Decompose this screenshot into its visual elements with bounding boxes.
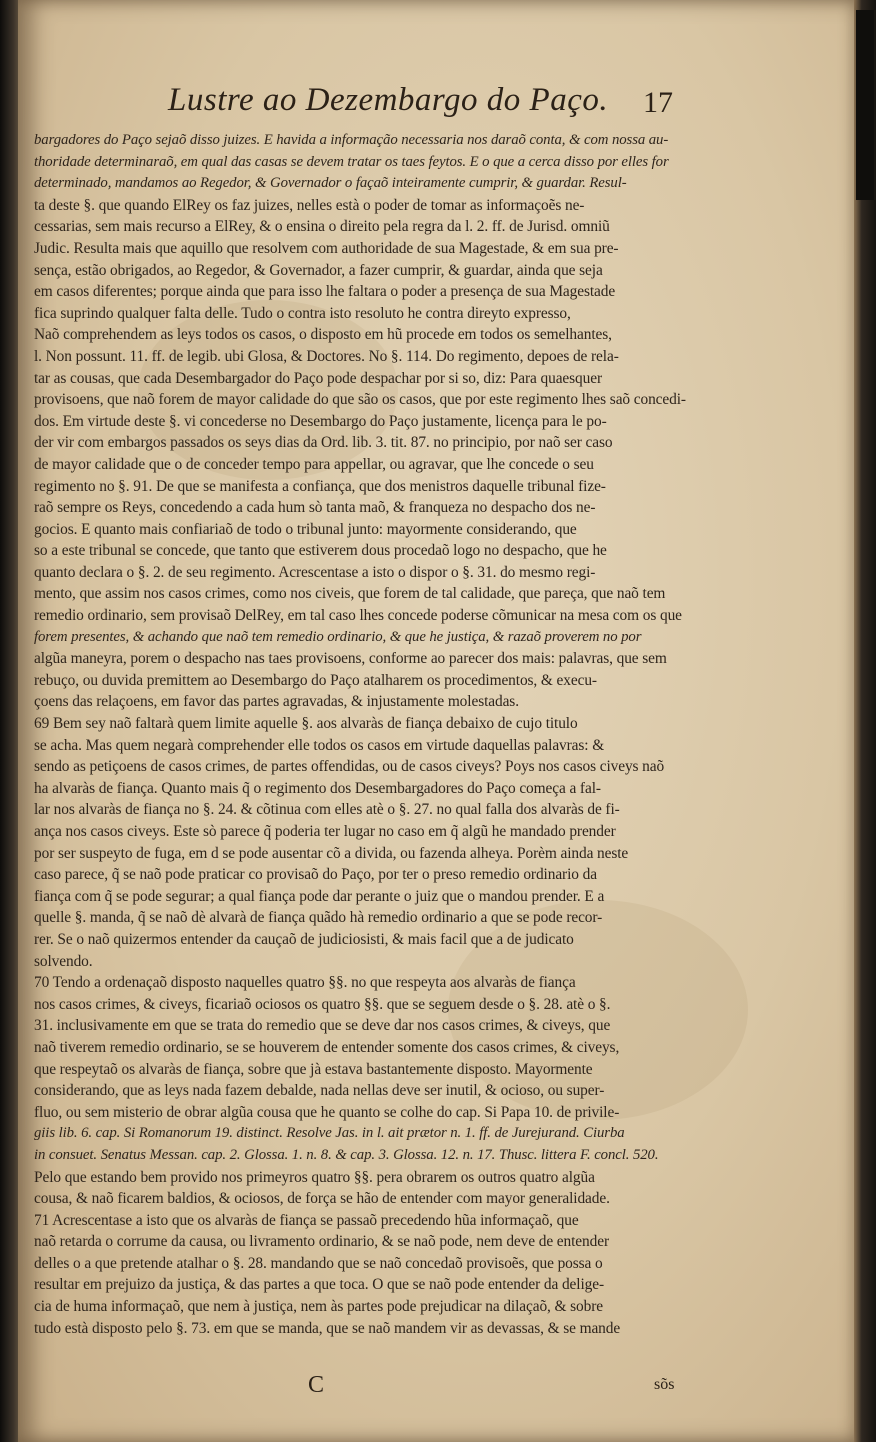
- text-line: regimento no §. 91. De que se manifesta a confiança, que dos menistros daquelle tribunal fize-: [34, 477, 606, 495]
- text-line: fluo, ou sem misterio de obrar algũa cousa que he quanto se colhe do cap. Si Papa 10. de privile-: [34, 1103, 620, 1121]
- text-line: cousa, & naõ ficarem baldios, & ociosos, de força se hão de entender com mayor generalidade.: [34, 1190, 610, 1208]
- text-line: 71 Acrescentase a isto que os alvaràs de fiança se passaõ precedendo hũa informaçaõ, que: [34, 1211, 579, 1229]
- text-line: resultar em prejuizo da justiça, & das partes a que toca. O que se naõ pode entender da delige-: [34, 1276, 604, 1294]
- text-line: ta deste §. que quando ElRey os faz juizes, nelles està o poder de tomar as informaçoẽs ne-: [34, 196, 585, 214]
- text-line: naõ retarda o corrume da causa, ou livramento ordinario, & se naõ pode, nem deve de entender: [34, 1233, 609, 1251]
- text-line: caso parece, q̃ se naõ pode praticar co provisaõ do Paço, por ter o preso remedio ordinario da: [34, 866, 597, 884]
- text-line: tudo està disposto pelo §. 73. em que se manda, que se naõ mandem vir as devassas, & se mande: [34, 1319, 621, 1337]
- text-line: der vir com embargos passados os seys dias da Ord. lib. 3. tit. 87. no principio, por naõ ser caso: [34, 434, 613, 452]
- text-line: sença, estão obrigados, ao Regedor, & Governador, a fazer cumprir, & guardar, ainda que seja: [34, 261, 603, 279]
- text-line: çoens das relaçoens, em favor das partes agravadas, & injustamente molestadas.: [34, 693, 519, 711]
- text-line: lar nos alvaràs de fiança no §. 24. & cõtinua com elles atè o §. 27. no qual falla dos alvaràs de fi-: [34, 801, 620, 819]
- text-line: 70 Tendo a ordenaçaõ disposto naquelles quatro §§. no que respeyta aos alvaràs de fiança: [34, 974, 576, 992]
- text-line: em casos diferentes; porque ainda que para isso lhe faltara o poder a presença de sua Magestade: [34, 283, 616, 301]
- text-line: Naõ comprehendem as leys todos os casos, o disposto em hũ procede em todos os semelhantes,: [34, 326, 612, 344]
- scan-shadow: [856, 10, 874, 200]
- text-line: thoridade determinaraõ, em qual das casas se devem tratar os taes feytos. E o que a cerca disso por elles for: [34, 153, 669, 170]
- text-line: forem presentes, & achando que naõ tem remedio ordinario, & que he justiça, & razaõ proverem no por: [34, 628, 642, 645]
- page-number: 17: [643, 86, 673, 119]
- catchword: sõs: [654, 1376, 675, 1393]
- page-footer: [18, 1372, 856, 1402]
- text-line: fiança com q̃ se pode segurar; a qual fiança pode dar perante o juiz que o mandou prender. E a: [34, 887, 605, 905]
- right-page-edge: [854, 0, 876, 1442]
- text-line: por ser suspeyto de fuga, em d se pode ausentar cõ a divida, ou fazenda alheya. Porèm ainda neste: [34, 844, 629, 862]
- text-line: so a este tribunal se concede, que tanto que estiverem dous procedaõ logo no despacho, que he: [34, 542, 607, 560]
- text-line: raõ sempre os Reys, concedendo a cada hum sò tanta maõ, & franqueza no despacho dos ne-: [34, 499, 596, 517]
- page-header: [18, 82, 856, 128]
- text-line: ança nos casos civeys. Este sò parece q̃ poderia ter lugar no caso em q̃ algũ he mandado prender: [34, 823, 616, 840]
- text-line: se acha. Mas quem negarà comprehender elle todos os casos em virtude daquellas palavras: &: [34, 736, 605, 754]
- text-line: giis lib. 6. cap. Si Romanorum 19. distinct. Resolve Jas. in l. ait prætor n. 1. ff. de Jurejurand. Ciurba: [34, 1125, 625, 1142]
- text-line: delles o a que pretende atalhar o §. 28. mandando que se naõ concedaõ provisoẽs, que possa o: [34, 1254, 603, 1272]
- text-line: naõ tiverem remedio ordinario, se se houverem de entender somente dos casos crimes, & civeys,: [34, 1038, 620, 1056]
- text-line: cessarias, sem mais recurso a ElRey, & o ensina o direito pela regra da l. 2. ff. de Jurisd. omniũ: [34, 218, 610, 236]
- text-line: Pelo que estando bem provido nos primeyros quatro §§. pera obrarem os outros quatro algũa: [34, 1168, 595, 1186]
- text-line: de mayor calidade que o de conceder tempo para appellar, ou agravar, que lhe concede o seu: [34, 455, 594, 473]
- text-line: solvendo.: [34, 952, 93, 970]
- text-line: cia de huma informaçaõ, que nem à justiça, nem às partes pode prejudicar na dilaçaõ, & sobre: [34, 1298, 604, 1316]
- text-line: 31. inclusivamente em que se trata do remedio que se deve dar nos casos crimes, & civeys, que: [34, 1017, 611, 1035]
- text-line: remedio ordinario, sem provisaõ DelRey, em tal caso lhes concede poderse cõmunicar na mesa com os que: [34, 607, 682, 625]
- signature-mark: C: [308, 1372, 325, 1398]
- text-line: mento, que assim nos casos crimes, como nos civeis, que forem de tal calidade, que pareça, que naõ tem: [34, 585, 666, 603]
- text-line: rer. Se o naõ quizermos entender da cauçaõ de judiciosisti, & mais facil que a de judicato: [34, 930, 574, 948]
- running-title: Lustre ao Dezembargo do Paço.: [168, 82, 609, 118]
- text-line: que respeytaõ os alvaràs de fiança, sobre que jà estava bastantemente disposto. Mayormente: [34, 1060, 593, 1078]
- text-line: fica suprindo qualquer falta delle. Tudo o contra isto resoluto he contra direyto expresso,: [34, 304, 571, 322]
- text-line: algũa maneyra, porem o despacho nas taes provisoens, conforme ao parecer dos mais: palavras, que sem: [34, 650, 667, 668]
- text-line: l. Non possunt. 11. ff. de legib. ubi Glosa, & Doctores. No §. 114. Do regimento, depoes de rela-: [34, 347, 619, 365]
- text-line: sendo as petiçoens de casos crimes, de partes offendidas, ou de casos civeys? Poys nos casos civeys naõ: [34, 758, 665, 776]
- text-line: quanto declara o §. 2. de seu regimento. Acrescentase a isto o dispor o §. 31. do mesmo regi-: [34, 563, 596, 581]
- text-line: provisoens, que naõ forem de mayor calidade do que são os casos, que por este regimento lhes saõ concedi-: [34, 391, 686, 409]
- text-line: in consuet. Senatus Messan. cap. 2. Glossa. 1. n. 8. & cap. 3. Glossa. 12. n. 17. Thusc. littera F. concl. 520.: [34, 1146, 659, 1163]
- text-line: Judic. Resulta mais que aquillo que resolvem com authoridade de sua Magestade, & em sua pre-: [34, 239, 619, 257]
- text-line: bargadores do Paço sejaõ disso juizes. E havida a informação necessaria nos daraõ conta, & com nossa au-: [34, 132, 669, 148]
- text-line: determinado, mandamos ao Regedor, & Governador o façaõ inteiramente cumprir, & guardar. Resul-: [34, 175, 627, 192]
- text-line: tar as cousas, que cada Desembargador do Paço pode despachar por si so, diz: Para quaesquer: [34, 369, 602, 387]
- book-page: [18, 0, 856, 1442]
- body-text: [34, 130, 846, 1339]
- text-line: gocios. E quanto mais confiariaõ de todo o tribunal junto: mayormente considerando, que: [34, 520, 577, 538]
- text-line: 69 Bem sey naõ faltarà quem limite aquelle §. aos alvaràs de fiança debaixo de cujo titulo: [34, 715, 578, 733]
- text-line: dos. Em virtude deste §. vi concederse no Desembargo do Paço justamente, licença para le po-: [34, 412, 607, 430]
- text-line: nos casos crimes, & civeys, ficariaõ ociosos os quatro §§. que se seguem desde o §. 28. atè o §.: [34, 995, 611, 1013]
- text-line: ha alvaràs de fiança. Quanto mais q̃ o regimento dos Desembargadores do Paço começa a fal-: [34, 779, 601, 797]
- text-line: rebuço, ou duvida premittem ao Desembargo do Paço atalharem os procedimentos, & execu-: [34, 671, 597, 689]
- text-line: considerando, que as leys nada fazem debalde, nada nellas deve ser inutil, & ocioso, ou super-: [34, 1082, 605, 1100]
- text-line: quelle §. manda, q̃ se naõ dè alvarà de fiança quãdo hà remedio ordinario a que se pode recor-: [34, 909, 603, 927]
